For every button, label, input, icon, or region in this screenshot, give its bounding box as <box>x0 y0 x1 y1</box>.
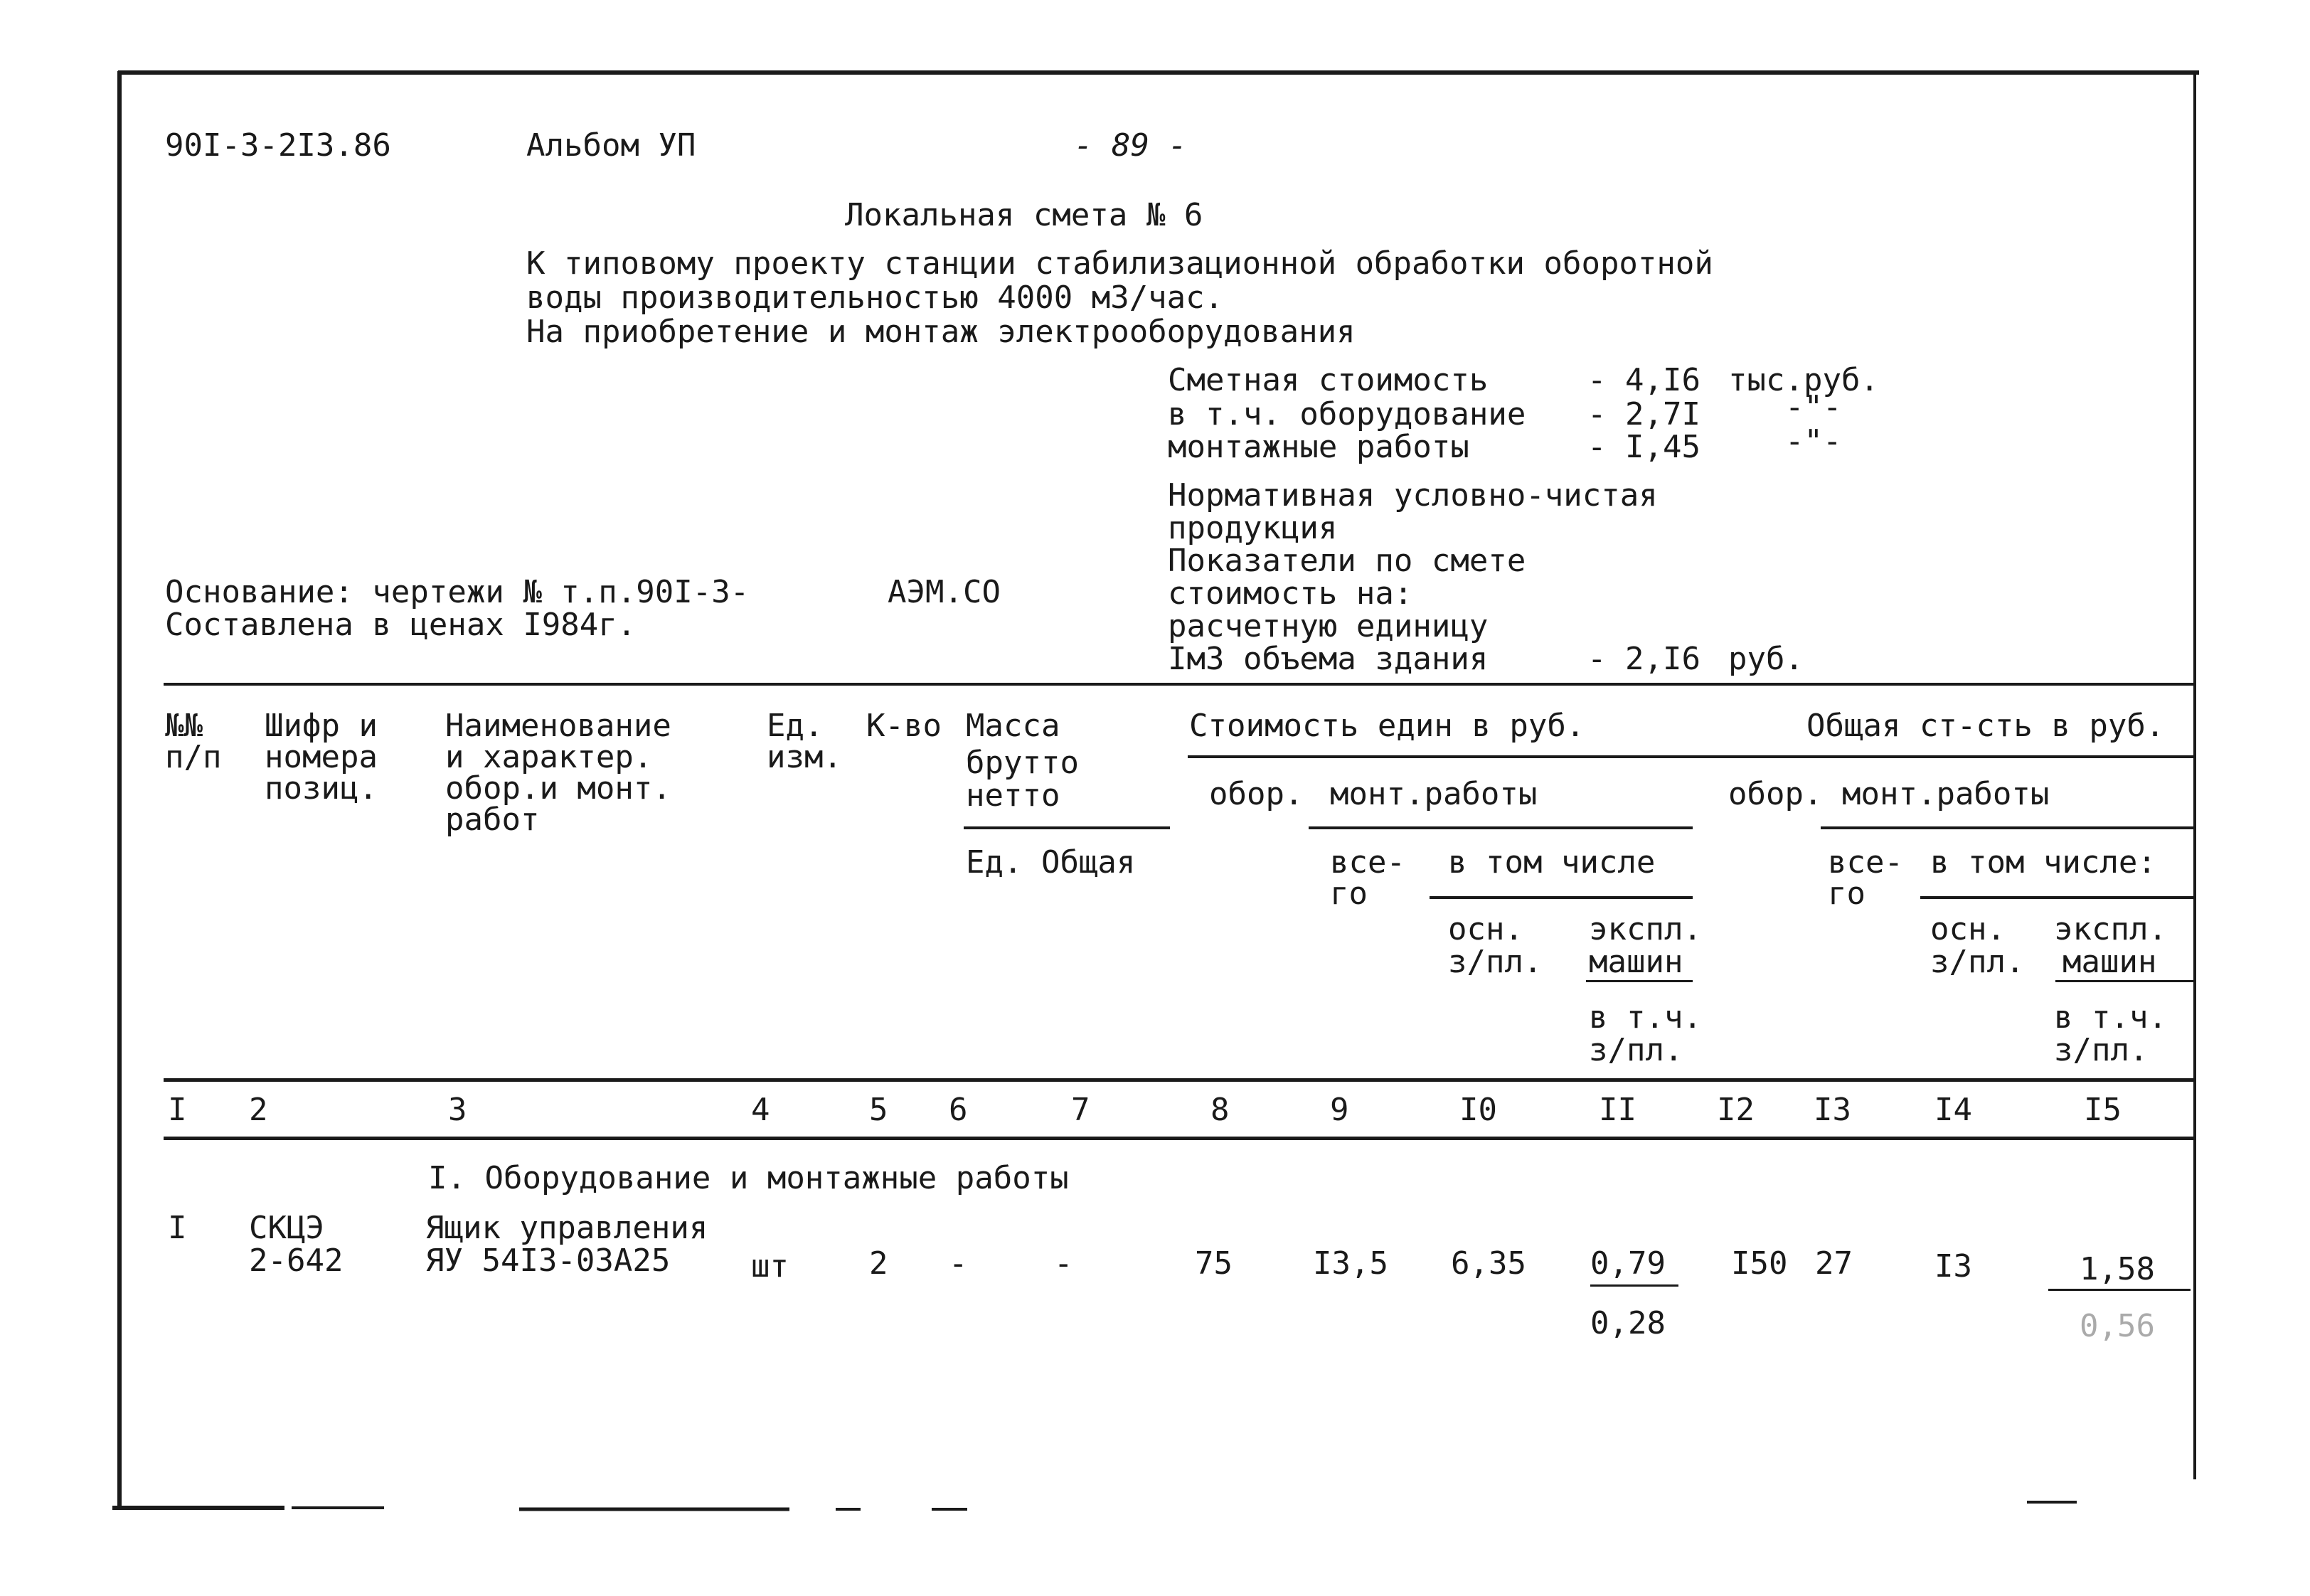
col-number: 6 <box>949 1092 968 1128</box>
head-name: Наименование <box>445 708 671 744</box>
indicator-line: Показатели по смете <box>1168 543 1526 579</box>
row-name: ЯУ 54I3-03А25 <box>425 1243 671 1279</box>
col-number: I <box>168 1092 187 1128</box>
row-code: 2-642 <box>249 1243 344 1279</box>
row-unit: шт <box>751 1248 789 1284</box>
cost-value: - 2,7I <box>1587 396 1700 432</box>
head-unit: изм. <box>767 739 842 775</box>
col-number: 5 <box>869 1092 888 1128</box>
row-c13: 27 <box>1815 1245 1853 1282</box>
head-code: Шифр и <box>265 708 378 744</box>
volume-unit: руб. <box>1728 641 1804 677</box>
cost-label: Сметная стоимость <box>1168 362 1489 398</box>
row-mass-total: - <box>1054 1245 1073 1282</box>
head-qty: К-во <box>866 708 942 744</box>
head-num: №№ <box>165 708 203 744</box>
section-title: I. Оборудование и монтажные работы <box>428 1160 1069 1196</box>
expl-underline <box>2055 980 2195 982</box>
col-number: I4 <box>1934 1092 1972 1128</box>
head-code: позиц. <box>265 770 378 807</box>
head-expl-total: машин <box>2062 944 2157 980</box>
head-name: работ <box>445 802 540 838</box>
cost-value: - I,45 <box>1587 429 1700 465</box>
head-mont-total: монт.работы <box>1842 776 2050 812</box>
header-rule <box>1920 896 2195 899</box>
col-number: I3 <box>1814 1092 1851 1128</box>
row-code: СКЦЭ <box>249 1210 324 1246</box>
head-vsego-total: все- <box>1828 844 1903 881</box>
head-osn-total: з/пл. <box>1930 944 2025 980</box>
head-unit-cost: Стоимость един в руб. <box>1189 708 1585 744</box>
row-mass-unit: - <box>949 1245 968 1282</box>
row-qty: 2 <box>869 1245 888 1282</box>
col-number: 9 <box>1330 1092 1349 1128</box>
norm-line: Нормативная условно-чистая <box>1168 477 1658 514</box>
header-rule <box>1309 826 1693 829</box>
estimate-title: Локальная смета № 6 <box>845 197 1203 233</box>
title-desc-line: К типовому проекту станции стабилизационной обработки оборотной <box>526 245 1713 282</box>
head-osn: з/пл. <box>1448 944 1543 980</box>
header-rule <box>1430 896 1693 899</box>
col-number: II <box>1599 1092 1636 1128</box>
head-unit: Ед. <box>767 708 824 744</box>
cost-unit: тыс.руб. <box>1728 362 1879 398</box>
indicator-line: расчетную единицу <box>1168 608 1489 644</box>
volume-label: Iм3 объема здания <box>1168 641 1489 677</box>
row-name: Ящик управления <box>425 1210 708 1246</box>
col-number: 2 <box>249 1092 268 1128</box>
head-vtom: в том числе <box>1448 844 1656 881</box>
head-vtch: в т.ч. <box>1589 999 1702 1036</box>
head-mass-sub: Ед. Общая <box>966 844 1136 881</box>
head-obor: обор. <box>1209 776 1304 812</box>
album-label: Альбом УП <box>526 127 696 164</box>
row-c11-rule <box>1590 1284 1678 1287</box>
col-number: I2 <box>1717 1092 1755 1128</box>
doc-number: 90I-3-2I3.86 <box>165 127 391 164</box>
indicator-line: стоимость на: <box>1168 575 1413 612</box>
page-number: - 89 - <box>1074 127 1187 164</box>
head-obor-total: обор. <box>1728 776 1823 812</box>
head-expl-total: экспл. <box>2054 911 2167 947</box>
row-c11: 0,79 <box>1590 1245 1666 1282</box>
basis-code: АЭМ.СО <box>888 574 1001 610</box>
row-c12: I50 <box>1731 1245 1788 1282</box>
col-number: 8 <box>1210 1092 1230 1128</box>
volume-value: - 2,I6 <box>1587 641 1700 677</box>
cost-label: в т.ч. оборудование <box>1168 396 1526 432</box>
head-osn: осн. <box>1448 911 1523 947</box>
head-mass: Масса <box>966 708 1060 744</box>
col-number: I5 <box>2084 1092 2122 1128</box>
basis-prices: Составлена в ценах I984г. <box>165 607 637 643</box>
row-num: I <box>168 1210 187 1246</box>
head-vsego: все- <box>1330 844 1405 881</box>
title-desc-line: На приобретение и монтаж электрооборудования <box>526 314 1356 350</box>
head-vtch-total: в т.ч. <box>2054 999 2167 1036</box>
row-c10: 6,35 <box>1451 1245 1526 1282</box>
header-rule <box>964 826 1170 829</box>
cost-unit: -"- <box>1785 423 1842 459</box>
row-c11-sub: 0,28 <box>1590 1305 1666 1341</box>
title-desc-line: воды производительностью 4000 м3/час. <box>526 280 1224 316</box>
head-total-cost: Общая ст-сть в руб. <box>1806 708 2165 744</box>
norm-line: продукция <box>1168 510 1338 546</box>
row-c9: I3,5 <box>1313 1245 1388 1282</box>
row-c15-rule <box>2048 1289 2191 1291</box>
table-top-rule <box>164 683 2195 686</box>
row-c8: 75 <box>1195 1245 1233 1282</box>
head-num: п/п <box>165 739 222 775</box>
head-osn-total: осн. <box>1930 911 2006 947</box>
row-c14: I3 <box>1934 1248 1972 1284</box>
header-rule <box>1821 826 2195 829</box>
col-number: 4 <box>751 1092 770 1128</box>
head-vsego-total: го <box>1828 876 1865 912</box>
cost-value: - 4,I6 <box>1587 362 1700 398</box>
head-mont: монт.работы <box>1330 776 1538 812</box>
head-mass: брутто <box>966 745 1079 781</box>
head-vtom-total: в том числе: <box>1930 844 2156 881</box>
head-vtch: з/пл. <box>1589 1032 1683 1068</box>
header-rule <box>1188 755 2195 758</box>
row-c15-sub: 0,56 <box>2080 1308 2155 1344</box>
head-code: номера <box>265 739 378 775</box>
head-expl: экспл. <box>1589 911 1702 947</box>
cost-label: монтажные работы <box>1168 429 1469 465</box>
col-number: 3 <box>448 1092 467 1128</box>
head-mass: нетто <box>966 777 1060 814</box>
cost-unit: -"- <box>1785 389 1842 425</box>
basis-line: Основание: чертежи № т.п.90I-3- <box>165 574 750 610</box>
head-name: обор.и монт. <box>445 770 671 807</box>
head-vtch-total: з/пл. <box>2054 1032 2149 1068</box>
head-name: и характер. <box>445 739 653 775</box>
expl-underline <box>1586 980 1693 982</box>
head-vsego: го <box>1330 876 1368 912</box>
col-number: 7 <box>1071 1092 1090 1128</box>
head-expl: машин <box>1589 944 1683 980</box>
header-bottom-rule <box>164 1078 2195 1082</box>
numbers-bottom-rule <box>164 1137 2195 1140</box>
col-number: I0 <box>1459 1092 1497 1128</box>
row-c15: 1,58 <box>2080 1251 2155 1287</box>
